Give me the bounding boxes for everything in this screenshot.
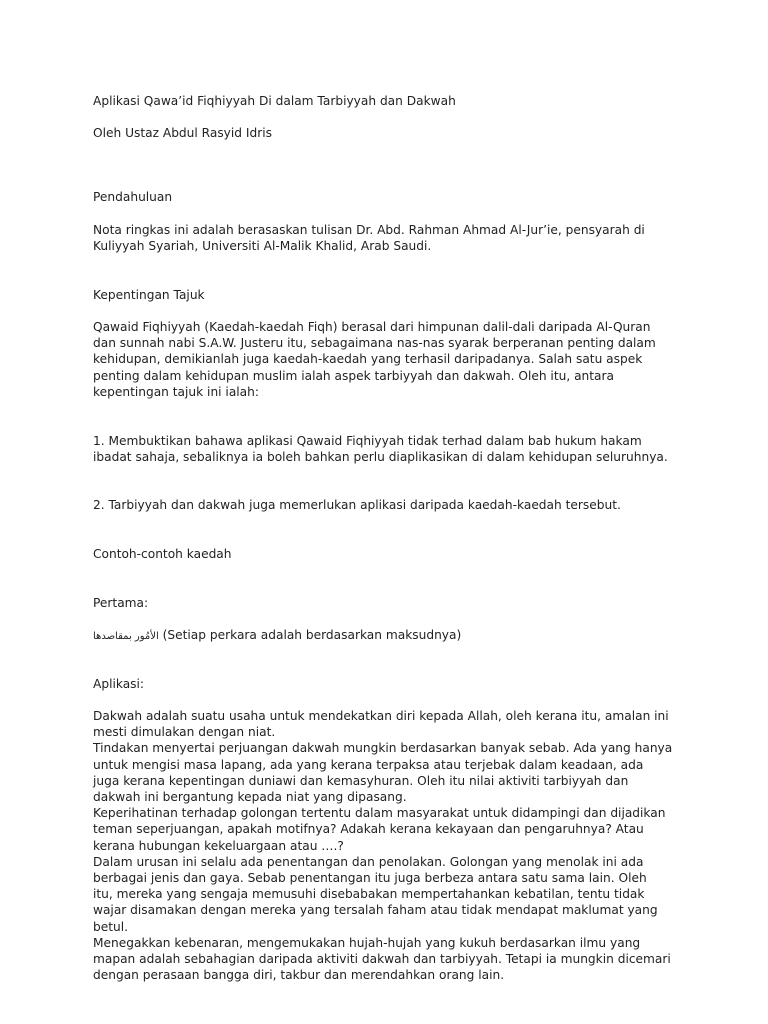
text-line: ibadat sahaja, sebaliknya ia boleh bahkan perlu diaplikasikan di dalam kehidupan seluruhnya. — [93, 450, 668, 465]
heading-kepentingan-tajuk: Kepentingan Tajuk — [93, 288, 205, 302]
text-line: dakwah ini bergantung kepada niat yang dipasang. — [93, 790, 407, 805]
text-line: berbagai jenis dan gaya. Sebab penentangan itu juga berbeza antara satu sama lain. Oleh — [93, 871, 647, 886]
text-line: untuk mengisi masa lapang, ada yang kerana terpaksa atau terjebak dalam keadaan, ada — [93, 757, 644, 772]
heading-pertama: Pertama: — [93, 596, 149, 610]
text-line: 1. Membuktikan bahawa aplikasi Qawaid Fiqhiyyah tidak terhad dalam bab hukum hakam — [93, 434, 642, 448]
list-item-point-1 — [93, 433, 693, 465]
text-line: betul. — [93, 919, 128, 934]
text-line: mesti dimulakan dengan niat. — [93, 725, 276, 740]
heading-contoh-kaedah: Contoh-contoh kaedah — [93, 547, 232, 561]
text-line: kepentingan tajuk ini ialah: — [93, 384, 259, 399]
document-title: Aplikasi Qawa’id Fiqhiyyah Di dalam Tarbiyyah dan Dakwah — [93, 94, 456, 108]
text-line: Dakwah adalah suatu usaha untuk mendekatkan diri kepada Allah, oleh kerana itu, amalan ini — [93, 709, 669, 723]
text-line: Dalam urusan ini selalu ada penentangan dan penolakan. Golongan yang menolak ini ada — [93, 854, 644, 869]
text-line: wajar disamakan dengan mereka yang tersalah faham atau tidak mendapat maklumat yang — [93, 903, 658, 918]
text-line: Kuliyyah Syariah, Universiti Al-Malik Khalid, Arab Saudi. — [93, 239, 432, 254]
text-line: kehidupan, demikianlah juga kaedah-kaedah yang terhasil daripadanya. Salah satu aspek — [93, 352, 643, 367]
text-line: Menegakkan kebenaran, mengemukakan hujah-hujah yang kukuh berdasarkan ilmu yang — [93, 935, 641, 950]
text-line: teman seperjuangan, apakah motifnya? Adakah kerana kekayaan dan pengaruhnya? Atau — [93, 822, 644, 837]
text-line: 2. Tarbiyyah dan dakwah juga memerlukan aplikasi daripada kaedah-kaedah tersebut. — [93, 498, 621, 512]
text-line: Keperihatinan terhadap golongan tertentu dalam masyarakat untuk didampingi dan dijadikan — [93, 806, 666, 821]
heading-aplikasi: Aplikasi: — [93, 677, 144, 691]
text-line: dengan perasaan bangga diri, takbur dan merendahkan orang lain. — [93, 968, 505, 983]
text-line: penting dalam kehidupan muslim ialah aspek tarbiyyah dan dakwah. Oleh itu, antara — [93, 368, 614, 383]
list-item-point-2 — [93, 497, 693, 513]
text-line: kerana hubungan kekeluargaan atau ….? — [93, 838, 344, 853]
paragraph-pendahuluan — [93, 222, 693, 254]
text-line: dan sunnah nabi S.A.W. Justeru itu, sebagaimana nas-nas syarak berperanan penting dalam — [93, 336, 656, 351]
rule-translation: (Setiap perkara adalah berdasarkan maksudnya) — [158, 628, 462, 642]
rule-statement — [93, 627, 693, 645]
document-author: Oleh Ustaz Abdul Rasyid Idris — [93, 126, 272, 140]
heading-pendahuluan: Pendahuluan — [93, 190, 173, 204]
text-line: itu, mereka yang sengaja memusuhi disebabakan mempertahankan kebatilan, tentu tidak — [93, 887, 645, 902]
text-line: mapan adalah sebahagian daripada aktiviti dakwah dan tarbiyyah. Tetapi ia mungkin dicemari — [93, 952, 671, 967]
arabic-rule-text: الأمُور بمقاصدها — [93, 631, 159, 642]
paragraph-kepentingan — [93, 319, 693, 400]
text-line: Qawaid Fiqhiyyah (Kaedah-kaedah Fiqh) berasal dari himpunan dalil-dali daripada Al-Quran — [93, 320, 651, 334]
text-line: Tindakan menyertai perjuangan dakwah mungkin berdasarkan banyak sebab. Ada yang hanya — [93, 741, 673, 756]
paragraph-aplikasi — [93, 708, 693, 983]
text-line: juga kerana kepentingan duniawi dan kemasyhuran. Oleh itu nilai aktiviti tarbiyyah dan — [93, 773, 629, 788]
text-line: Nota ringkas ini adalah berasaskan tulisan Dr. Abd. Rahman Ahmad Al-Jur’ie, pensyarah di — [93, 223, 645, 237]
